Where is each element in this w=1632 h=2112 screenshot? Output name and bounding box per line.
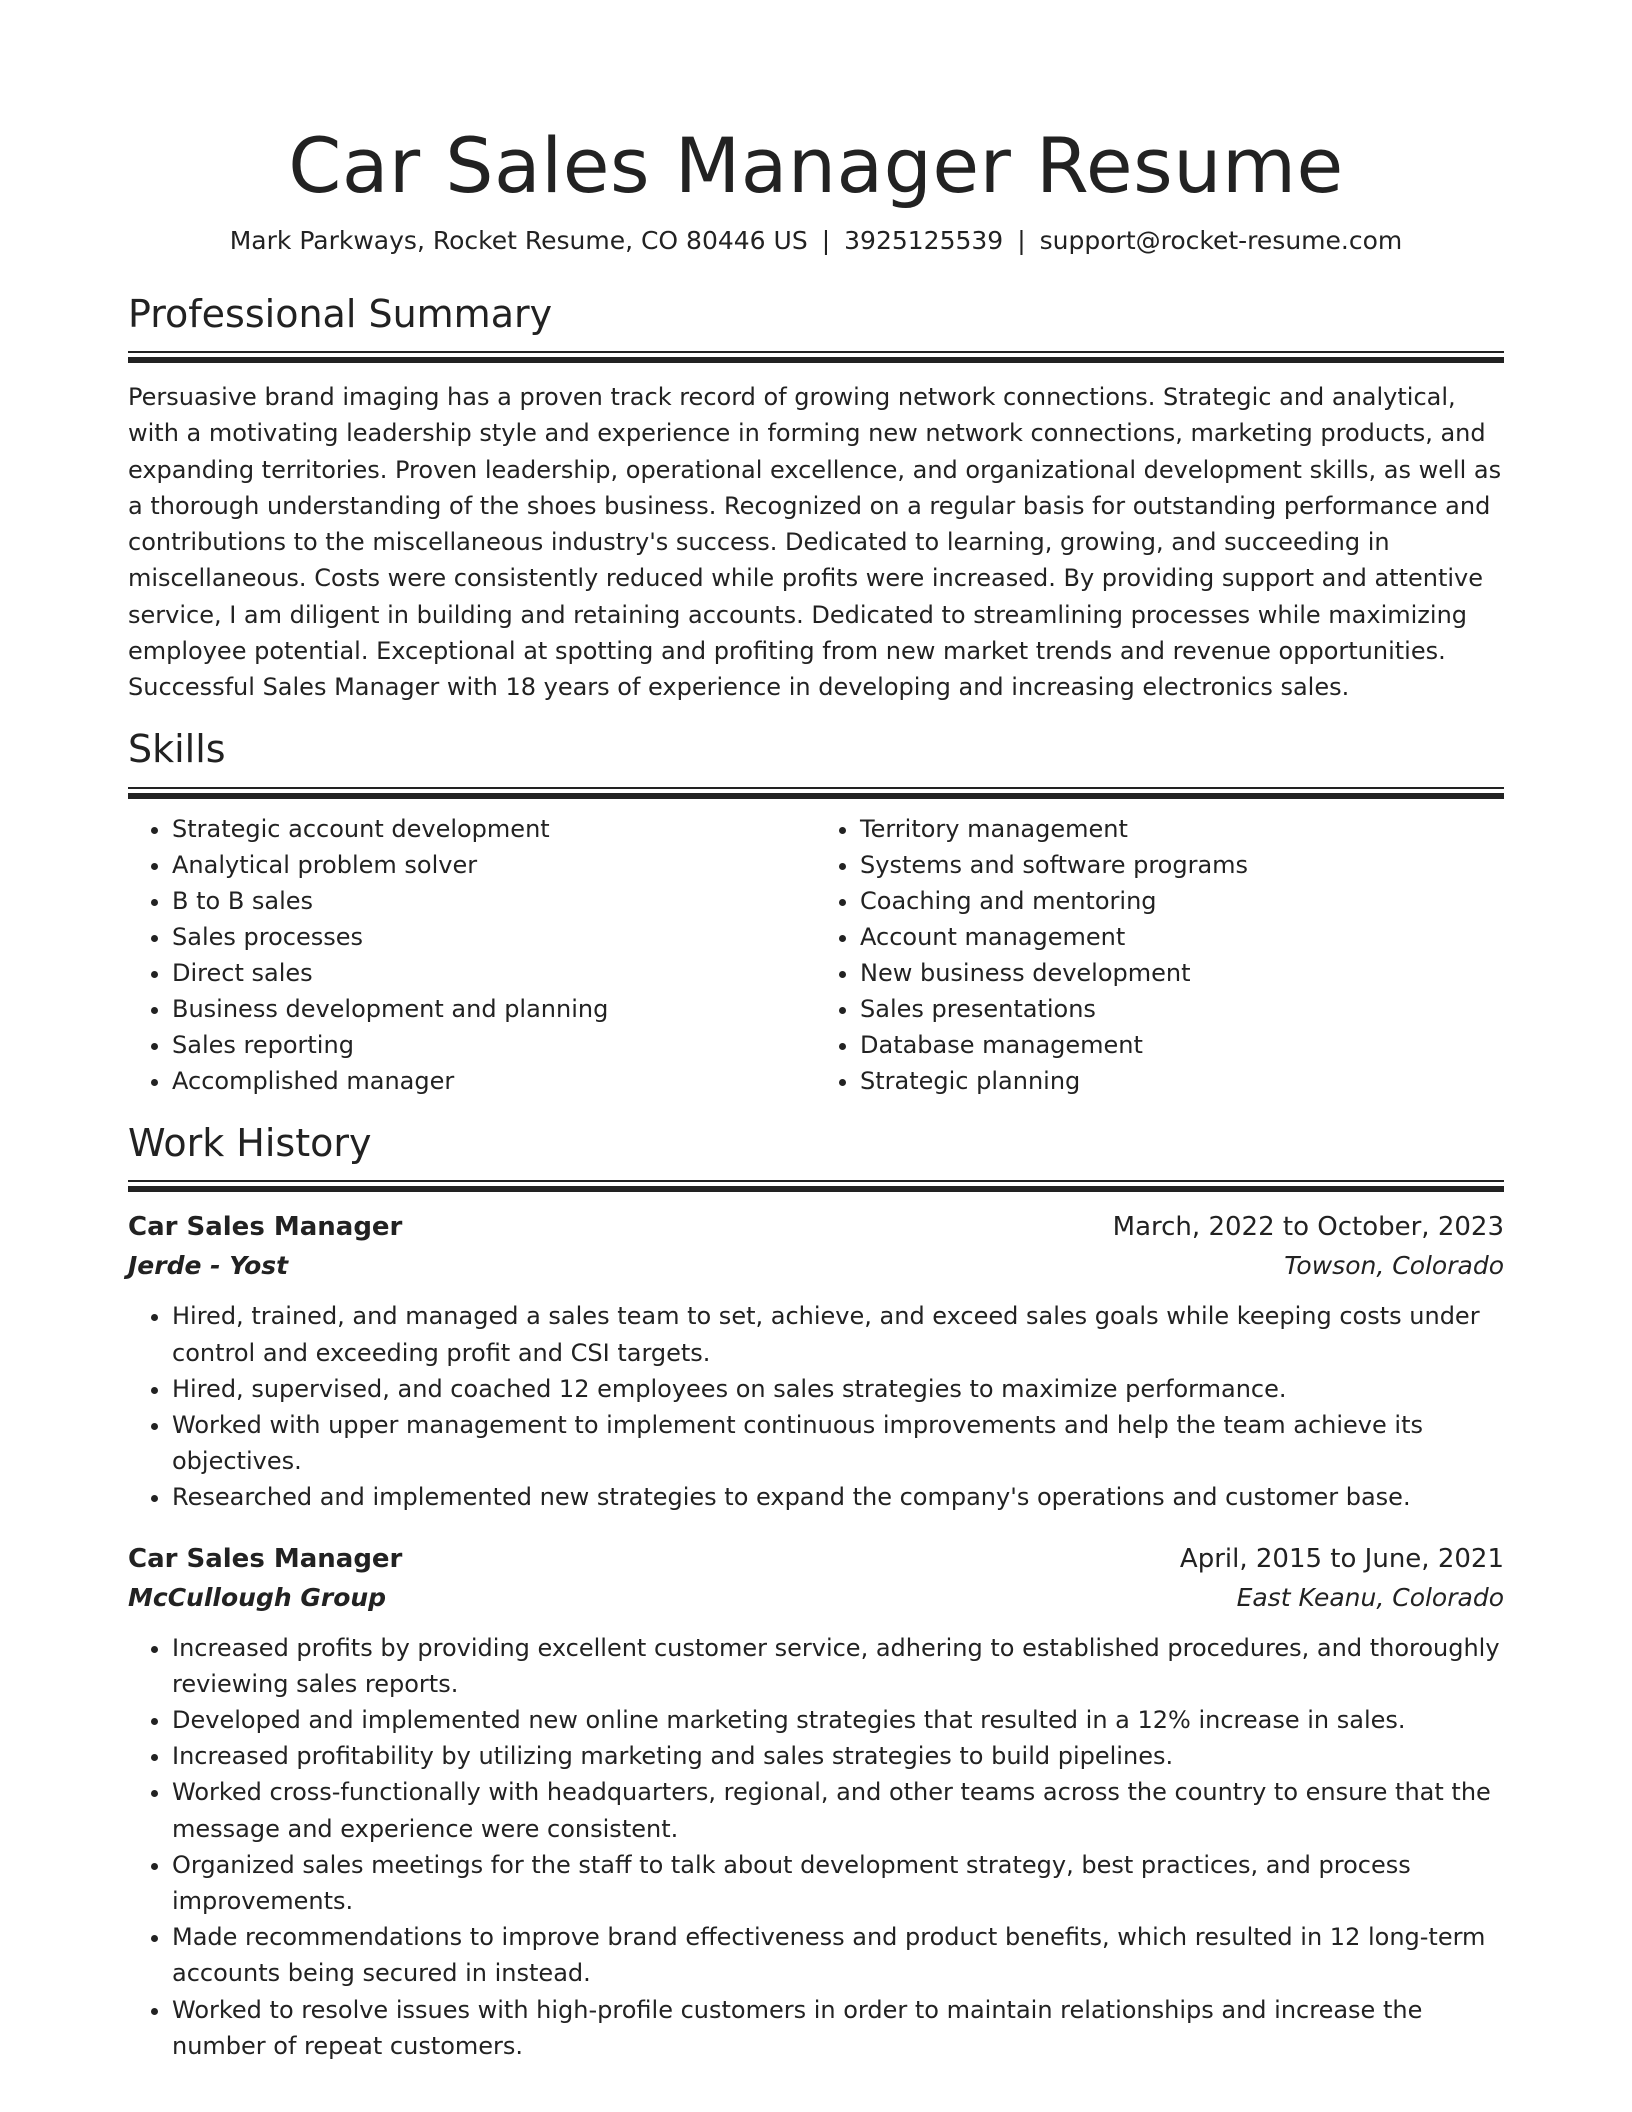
job-bullet: • Researched and implemented new strategies to expand the company's operations and customer base. [172, 1479, 1504, 1515]
contact-email: support@rocket-resume.com [1039, 226, 1403, 256]
page-title: Car Sales Manager Resume [288, 121, 1344, 210]
contact-line [128, 225, 1504, 258]
skill-item: • Sales presentations [860, 991, 1504, 1027]
job-bullet: • Worked with upper management to implement continuous improvements and help the team achieve its objectives. [172, 1407, 1504, 1479]
skill-item: • Strategic account development [172, 811, 816, 847]
skill-item: • New business development [860, 955, 1504, 991]
job-entry [128, 1540, 1504, 2064]
section-heading-skills: Skills [128, 727, 226, 772]
job-dates: March, 2022 to October, 2023 [1112, 1212, 1504, 1243]
skill-item: • Sales reporting [172, 1027, 816, 1063]
section-heading-summary: Professional Summary [128, 291, 553, 336]
contact-address: Mark Parkways, Rocket Resume, CO 80446 US [229, 226, 808, 256]
job-header [128, 1540, 1504, 1578]
skill-item: • Sales processes [172, 919, 816, 955]
skills-section [128, 727, 1504, 1099]
skill-item: • Territory management [860, 811, 1504, 847]
job-bullet: • Organized sales meetings for the staff to talk about development strategy, best practices, and process improvements. [172, 1847, 1504, 1919]
job-header [128, 1208, 1504, 1246]
skill-item: • B to B sales [172, 883, 816, 919]
professional-summary-section [128, 292, 1504, 705]
job-bullet: • Increased profitability by utilizing marketing and sales strategies to build pipelines. [172, 1738, 1504, 1774]
job-bullet: • Developed and implemented new online marketing strategies that resulted in a 12% increase in sales. [172, 1702, 1504, 1738]
skills-list-right [816, 811, 1504, 1099]
section-divider [128, 351, 1504, 363]
summary-text: Persuasive brand imaging has a proven track record of growing network connections. Strategic and analytical, with a motivating leadership style and experience in forming new network connections, marketing products, and expanding territories. Proven leadership, operational excellence, and organizational development skills, as well as a thorough understanding of the shoes business. Recognized on a regular basis for outstanding performance and contributions to the miscellaneous industry's success. Dedicated to learning, growing, and succeeding in miscellaneous. Costs were consistently reduced while profits were increased. By providing support and attentive service, I am diligent in building and retaining accounts. Dedicated to streamlining processes while maximizing employee potential. Exceptional at spotting and profiting from new market trends and revenue opportunities. Successful Sales Manager with 18 years of experience in developing and increasing electronics sales. [128, 383, 1502, 701]
job-bullet: • Worked cross-functionally with headquarters, regional, and other teams across the country to ensure that the message and experience were consistent. [172, 1774, 1504, 1846]
job-entry [128, 1208, 1504, 1515]
skill-item: • Systems and software programs [860, 847, 1504, 883]
skill-item: • Account management [860, 919, 1504, 955]
job-bullet: • Made recommendations to improve brand effectiveness and product benefits, which resulted in 12 long-term accounts being secured in instead. [172, 1919, 1504, 1991]
job-bullet: • Hired, trained, and managed a sales team to set, achieve, and exceed sales goals while keeping costs under control and exceeding profit and CSI targets. [172, 1298, 1504, 1370]
skills-list-left [128, 811, 816, 1099]
job-bullet: • Increased profits by providing excellent customer service, adhering to established procedures, and thoroughly reviewing sales reports. [172, 1630, 1504, 1702]
skill-item: • Coaching and mentoring [860, 883, 1504, 919]
job-bullet: • Worked to resolve issues with high-profile customers in order to maintain relationships and increase the number of repeat customers. [172, 1992, 1504, 2064]
job-title: Car Sales Manager [128, 1543, 403, 1574]
skill-item: • Direct sales [172, 955, 816, 991]
job-location: East Keanu, Colorado [1236, 1582, 1504, 1612]
job-location: Towson, Colorado [1284, 1251, 1504, 1281]
contact-phone: 3925125539 [844, 226, 1004, 256]
job-subheader [128, 1246, 1504, 1286]
job-title: Car Sales Manager [128, 1212, 403, 1243]
skill-item: • Analytical problem solver [172, 847, 816, 883]
job-company: Jerde - Yost [128, 1251, 289, 1281]
job-company: McCullough Group [128, 1582, 387, 1612]
section-divider [128, 1180, 1504, 1192]
work-history-section [128, 1121, 1504, 2064]
skill-item: • Strategic planning [860, 1063, 1504, 1099]
skill-item: • Accomplished manager [172, 1063, 816, 1099]
skills-columns [128, 811, 1504, 1099]
job-dates: April, 2015 to June, 2021 [1179, 1543, 1504, 1574]
section-heading-work-history: Work History [128, 1120, 372, 1165]
job-bullet: • Hired, supervised, and coached 12 employees on sales strategies to maximize performance. [172, 1371, 1504, 1407]
contact-separator: | [1017, 226, 1026, 256]
skill-item: • Business development and planning [172, 991, 816, 1027]
contact-separator: | [821, 226, 831, 256]
job-bullets [128, 1298, 1504, 1515]
job-subheader [128, 1578, 1504, 1618]
skill-item: • Database management [860, 1027, 1504, 1063]
job-bullets [128, 1630, 1504, 2064]
section-divider [128, 787, 1504, 799]
